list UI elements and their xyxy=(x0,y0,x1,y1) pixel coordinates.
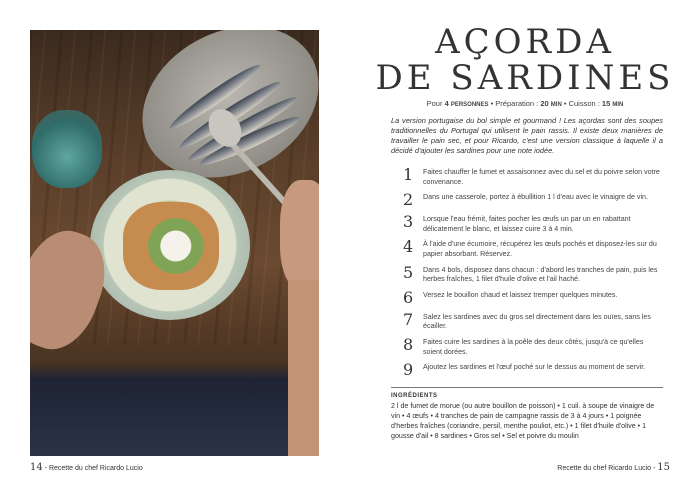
step-number: 1 xyxy=(403,165,414,184)
step-item xyxy=(403,361,663,379)
step-item xyxy=(403,191,663,209)
prep-unit: MIN xyxy=(550,102,562,108)
prep-time: 20 xyxy=(540,99,549,108)
step-number: 5 xyxy=(403,262,414,282)
step-text: Faites chauffer le fumet et assaisonnez avec du sel et du poivre selon votre convenance. xyxy=(423,168,660,186)
step-number: 7 xyxy=(403,309,414,329)
arm xyxy=(288,280,319,456)
meta-text: Pour xyxy=(426,99,445,108)
water-glass xyxy=(32,110,102,188)
footer-text: - Recette du chef Ricardo Lucio xyxy=(42,465,143,472)
step-item xyxy=(403,336,663,357)
recipe-photo xyxy=(30,30,319,456)
step-text: Versez le bouillon chaud et laissez tremper quelques minutes. xyxy=(423,290,618,299)
step-item xyxy=(403,264,663,285)
title-line: DE SARDINES xyxy=(375,58,675,98)
ingredients-heading: INGRÉDIENTS xyxy=(391,393,438,400)
step-text: Dans une casserole, portez à ébullition 1 l d'eau avec le vinaigre de vin. xyxy=(423,193,648,202)
recipe-column xyxy=(391,116,663,441)
footer-text: Recette du chef Ricardo Lucio - xyxy=(557,465,658,472)
cook-unit: MIN xyxy=(612,102,624,108)
step-number: 6 xyxy=(403,287,414,307)
right-hand xyxy=(280,180,319,290)
step-number: 3 xyxy=(403,212,414,232)
ingredients xyxy=(391,387,663,441)
step-item xyxy=(403,311,663,332)
steps-list xyxy=(391,166,663,379)
step-item xyxy=(403,166,663,187)
step-text: Salez les sardines avec du gros sel directement dans les ouïes, sans les écailler. xyxy=(423,312,651,331)
step-number: 4 xyxy=(403,237,414,257)
cook-time: 15 xyxy=(601,99,611,108)
step-text: Ajoutez les sardines et l'œuf poché sur le dessus au moment de servir. xyxy=(423,363,646,372)
title-line: AÇORDA xyxy=(435,22,615,62)
page-number: 14 xyxy=(30,462,43,473)
step-item xyxy=(403,213,663,234)
step-item xyxy=(403,238,663,259)
bread-with-egg xyxy=(123,202,219,290)
servings-unit: PERSONNES xyxy=(450,102,489,108)
ingredients-text: 2 l de fumet de morue (ou autre bouillon de poisson) • 1 cuil. à soupe de vinaigre de vin • 4 œufs • 4 tranches de pain de campagne rassis de 3 à 4 jours • 1 poignée d'herbes fraîches (coriandre, persil, menthe pouliot, etc.) • 1 filet d'huile d'olive • 1 gousse d'ail • 8 sardines • Gros sel • Sel et poivre du moulin xyxy=(391,402,655,441)
cook-label: • Cuisson : xyxy=(561,99,602,108)
servings: 4 xyxy=(444,99,449,108)
right-footer xyxy=(557,462,670,473)
recipe-title xyxy=(370,24,680,96)
page-number: 15 xyxy=(657,462,670,473)
step-text: Faites cuire les sardines à la poêle des deux côtés, jusqu'à ce qu'elles soient dorées. xyxy=(423,337,644,356)
step-text: À l'aide d'une écumoire, récupérez les œufs pochés et disposez-les sur du papier absorbant. Réservez. xyxy=(423,240,657,258)
step-number: 2 xyxy=(403,190,414,210)
intro-text: La version portugaise du bol simple et gourmand ! Les açordas sont des soupes traditionnelles du Portugal qui utilisent le pain rassis. Il existe deux manières de travailler le pain sec, et pour Ricardo, c'est une version classique à laquelle il a décidé d'ajouter les sardines pour une note iodée. xyxy=(391,116,663,155)
step-number: 9 xyxy=(403,360,414,380)
step-text: Dans 4 bols, disposez dans chacun : d'abord les tranches de pain, puis les herbes fraîches, 1 filet d'huile d'olive et l'ail haché. xyxy=(423,265,658,284)
step-item xyxy=(403,289,663,307)
recipe-meta xyxy=(380,99,670,110)
step-text: Lorsque l'eau frémit, faites pocher les œufs un par un en rabattant délicatement le blanc, et laissez cuire 3 à 4 min. xyxy=(423,215,631,233)
step-number: 8 xyxy=(403,334,414,354)
prep-label: • Préparation : xyxy=(488,99,541,108)
left-footer xyxy=(30,462,143,473)
